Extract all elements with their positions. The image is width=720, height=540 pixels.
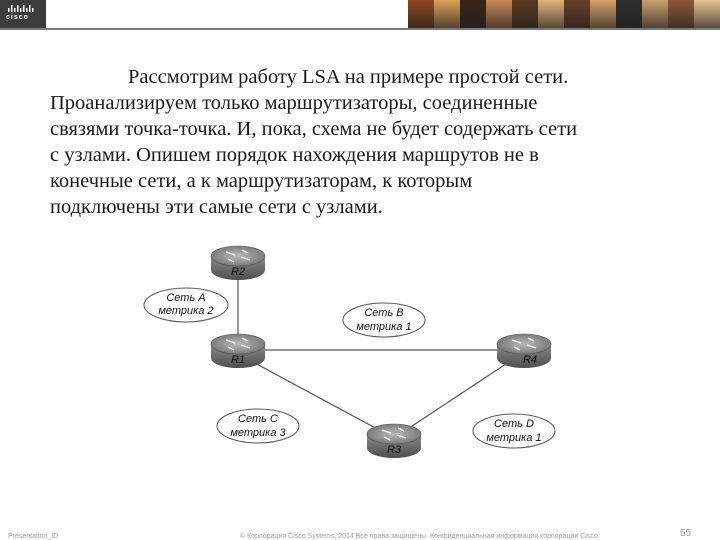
footer-presentation-id: Presentation_ID (8, 533, 59, 540)
network-c-label (217, 409, 299, 443)
body-line-4: с узлами. Опишем порядок нахождения маршрутов не в (50, 144, 539, 166)
router-r3 (367, 424, 421, 458)
network-a-metric: метрика 2 (158, 305, 214, 317)
network-c-name: Сеть C (238, 413, 278, 425)
body-line-1: Рассмотрим работу LSA на примере простой сети. (128, 66, 569, 88)
router-r2-label: R2 (230, 266, 246, 278)
router-r3-label: R3 (386, 444, 402, 456)
network-a-label (144, 288, 228, 322)
network-b-metric: метрика 1 (356, 321, 412, 333)
network-c-metric: метрика 3 (230, 427, 286, 439)
body-line-6: подключены эти самые сети с узлами. (50, 196, 383, 218)
network-b-name: Сеть B (364, 307, 404, 319)
router-r1-label: R1 (230, 354, 246, 366)
page-number: 55 (680, 528, 692, 539)
body-line-2: Проанализируем только маршрутизаторы, соединенные (50, 92, 538, 114)
router-r4-label: R4 (522, 354, 538, 366)
router-r4 (497, 334, 551, 368)
footer-copyright: © Корпорация Cisco Systems, 2014 Все права защищены. Конфиденциальная информация корпорации Cisco (240, 533, 598, 540)
network-a-name: Сеть A (166, 292, 206, 304)
router-r1 (211, 334, 265, 368)
router-r2 (211, 246, 265, 280)
cisco-logo-text: cisco (6, 14, 29, 21)
body-line-5: конечные сети, а к маршрутизаторам, к которым (50, 170, 473, 192)
network-d-metric: метрика 1 (486, 432, 542, 444)
network-d-label (473, 414, 555, 448)
network-d-name: Сеть D (494, 418, 534, 430)
body-line-3: связями точка-точка. И, пока, схема не будет содержать сети (50, 118, 578, 140)
network-b-label (343, 303, 425, 337)
